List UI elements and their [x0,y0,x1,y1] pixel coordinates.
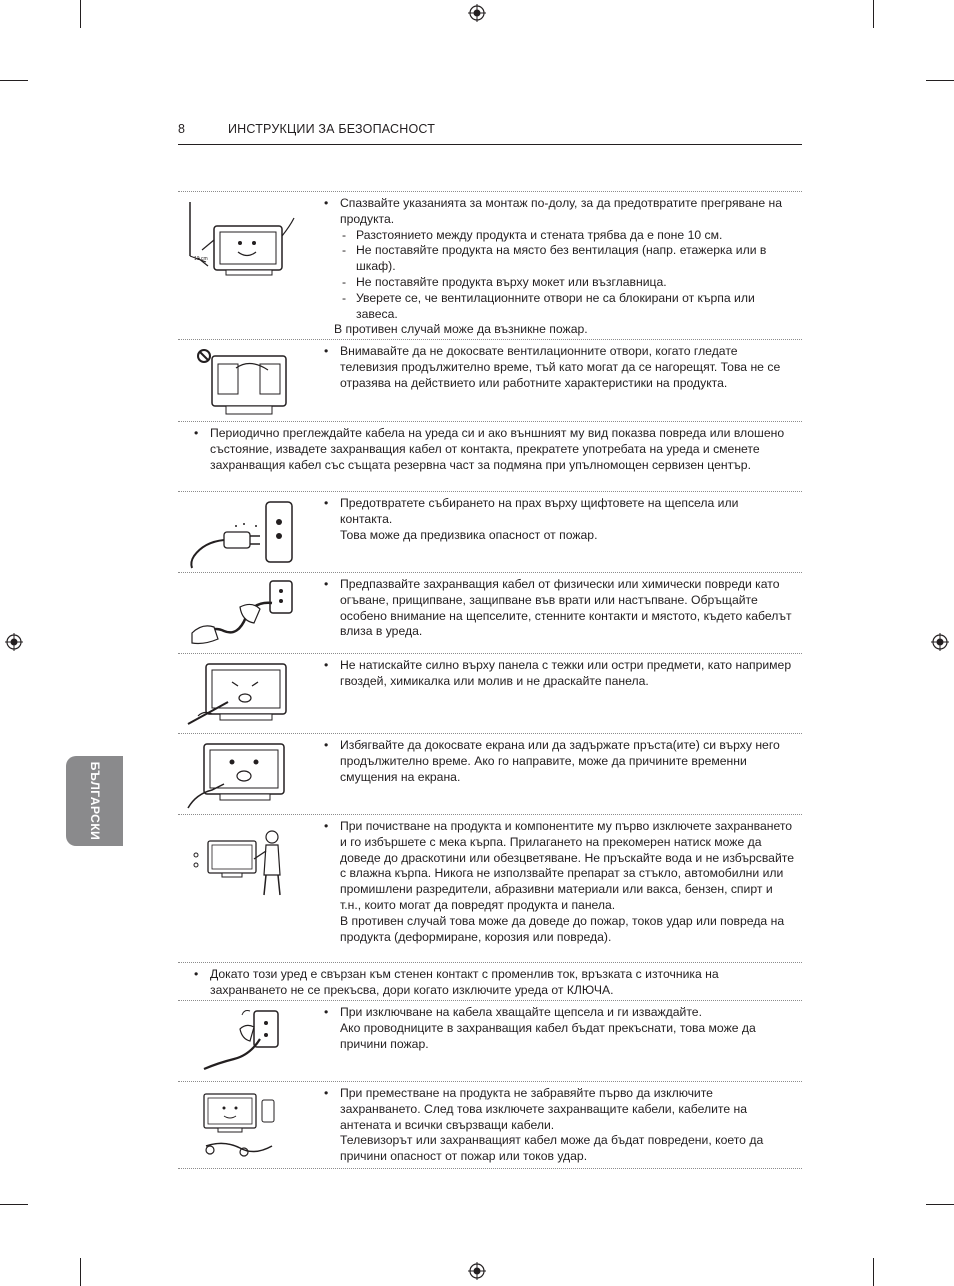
safety-item [178,1081,802,1169]
safety-item [178,572,802,654]
sub-item: - Не поставяйте продукта на място без вентилация (напр. етажерка или в шкаф). [324,243,794,275]
sub-item: - Разстоянието между продукта и стената трябва да е поне 10 см. [324,228,794,244]
registration-mark-icon [468,1262,486,1280]
dusty-plug-illustration [184,496,296,569]
safety-item [178,1000,802,1082]
crop-mark [0,1204,28,1205]
language-tab-label: БЪЛГАРСКИ [87,761,102,841]
safety-item [178,421,802,492]
bullet-text: • Внимавайте да не докосвате вентилационните отвори, когато гледате телевизия продължително време, тъй като могат да се нагорещят. Това не се отразява на действието или работните характеристики на продукта. [324,344,794,391]
panel-pressure-illustration [184,658,296,730]
continuation-text: Телевизорът или захранващият кабел може да бъдат повредени, което да причини опасност от пожар или токов удар. [340,1133,764,1164]
item-text [324,658,794,690]
sub-item: - Не поставяйте продукта върху мокет или възглавница. [324,275,794,291]
bullet-text: • При изключване на кабела хващайте щепсела и ги изваждайте. [324,1005,794,1021]
item-text [194,426,794,473]
item-text [324,196,794,338]
registration-mark-icon [468,4,486,22]
crop-mark [80,0,81,28]
page-title: ИНСТРУКЦИИ ЗА БЕЗОПАСНОСТ [228,122,436,136]
bullet-text: • Спазвайте указанията за монтаж по-долу, за да предотвратите прегряване на продукта. [324,196,794,228]
cable-damage-illustration [184,577,296,650]
item-text [324,496,794,543]
registration-mark-icon [5,633,23,651]
crop-mark [926,1204,954,1205]
bullet-text: • Предотвратете събирането на прах върху щифтовете на щепсела или контакта. [324,496,794,528]
language-tab [66,756,123,846]
safety-item [178,339,802,422]
bullet-text: • При почистване на продукта и компонентите му първо изключете захранването и го избършете с мека кърпа. Прилагането на прекомерен натиск може да доведе до драскотини или обезцветяване. Не пръскайте вода и не избърсвайте с влажна кърпа. Никога не използвайте препарат за стъкло, автомобилни или промишлени разредители, абразивни материали или вакса, бензен, спирт и т.н., които могат да повредят продукта и панела. [324,819,794,914]
bullet-text: • Предпазвайте захранващия кабел от физически или химически повреди като огъване, прищипване, защипване във врати или настъпване. Обръщайте особено внимание на щепселите, стенните контакти и мястото, където кабелът влиза в уреда. [324,577,794,640]
note-text: В противен случай може да възникне пожар. [334,322,588,337]
ventilation-warning-illustration [184,344,296,418]
item-text [324,819,794,945]
item-text [194,967,794,999]
unplug-illustration [184,1005,296,1078]
item-text [324,738,794,785]
registration-mark-icon [931,633,949,651]
bullet-text: • При преместване на продукта не забравяйте първо да изключите захранването. След това изключете захранващите кабели, кабелите на антената и всички свързващи кабели. [324,1086,794,1133]
bullet-text: • Не натискайте силно върху панела с тежки или остри предмети, като например гвоздей, химикалка или молив и не драскайте панела. [324,658,794,690]
bullet-text: • Докато този уред е свързан към стенен контакт с променлив ток, връзката с източника на захранването не се прекъсва, дори когато изключите уреда от КЛЮЧА. [194,967,794,999]
distance-label: 10 cm [194,256,208,262]
item-text [324,344,794,391]
moving-product-illustration [184,1086,296,1164]
safety-item [178,191,802,340]
item-text [324,1005,794,1052]
page-header [178,122,802,145]
sub-item: - Уверете се, че вентилационните отвори не са блокирани от кърпа или завеса. [324,291,794,323]
crop-mark [873,0,874,28]
continuation-text: Това може да предизвика опасност от пожар. [340,527,598,542]
safety-item [178,653,802,734]
page-number: 8 [178,122,185,136]
tv-wall-distance-illustration [184,196,296,336]
safety-item [178,814,802,963]
safety-item [178,962,802,1001]
continuation-text: Ако проводниците в захранващия кабел бъдат прекъснати, това може да причини пожар. [340,1020,756,1051]
cleaning-illustration [184,819,296,959]
item-text [324,577,794,640]
crop-mark [926,80,954,81]
crop-mark [80,1258,81,1286]
crop-mark [0,80,28,81]
safety-item [178,491,802,573]
crop-mark [873,1258,874,1286]
bullet-text: • Избягвайте да докосвате екрана или да задържате пръста(ите) си върху него продължително време. Ако го направите, може да причините временни смущения на екрана. [324,738,794,785]
screen-touch-illustration [184,738,296,811]
safety-item [178,733,802,815]
bullet-text: • Периодично преглеждайте кабела на уреда си и ако външният му вид показва повреда или влошено състояние, извадете захранващия кабел от контакта, прекратете употребата на уреда и сменете захранващия кабел със същата резервна част за подмяна при упълномощен сервизен център. [194,426,794,473]
item-text [324,1086,794,1165]
continuation-text: В противен случай това може да доведе до пожар, токов удар или повреда на продукта (деформиране, корозия или повреда). [340,913,785,944]
